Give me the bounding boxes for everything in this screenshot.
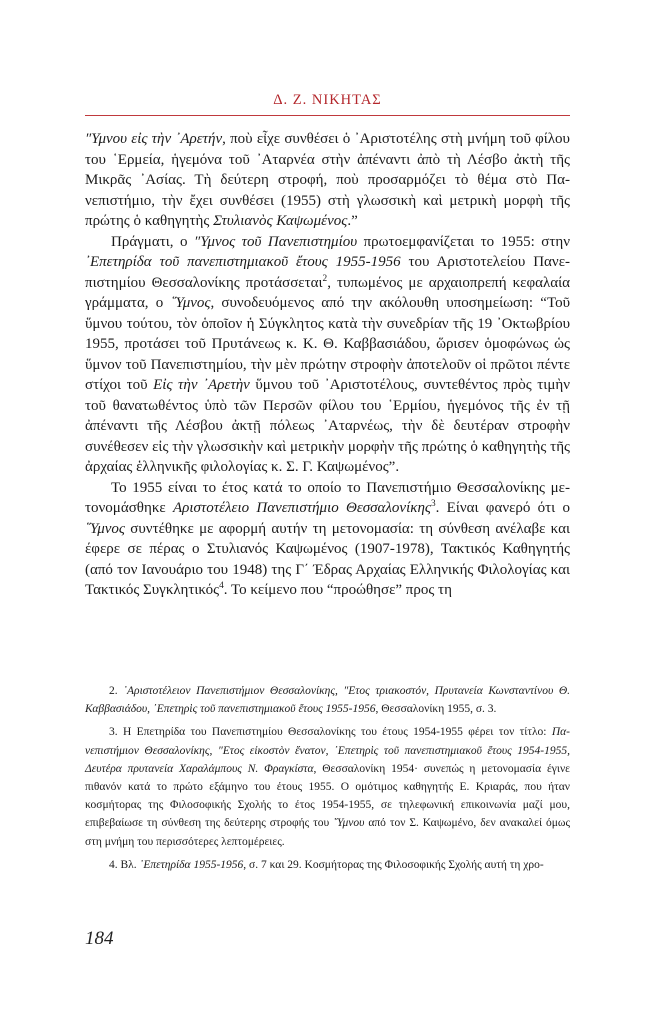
paragraph	[85, 478, 570, 601]
italic-text: Αριστοτέλειο Πανεπιστήμιο Θεσσαλονίκης	[172, 500, 431, 516]
text-run: , συνοδευόμενος από την ακόλουθη υποσημείωση: “Τοῦ ὕμνου τούτου, τὸν ὁποῖον ἡ Σύγκλητος κατὰ τὴν συνεδρίαν τῆς 19 ᾿Οκτωβρίου 1955, προτάσει τοῦ Πρυτάνεως κ. Κ. Θ. Καββασιάδου, ὥρισεν ὁμοφώνως ὡς ὕμνον τοῦ Πανεπιστημίου, τὴν μὲν πρώτην στροφὴν ἀποτελοῦν οἱ πρῶτοι πέντε στίχοι τοῦ	[85, 295, 570, 393]
footnote-ref: 4	[219, 581, 224, 591]
text-run: Πράγματι, ο	[111, 233, 194, 250]
italic-text: ″Υμνος τοῦ Πανεπιστημίου	[193, 233, 358, 250]
text-run: συντέθηκε με αφορμή αυτήν τη μετονομασία: τη σύνθεση ανέλαβε και έφερε σε πέρας ο Στυλιανός Καψωμένος (1907-1978), Τακτικός Καθηγητής (από τον Ιανουάριο του 1948) της Γ΄ Έδρας Αρχαίας Ελληνικής Φιλολογίας και Τακτικός Συγκλητικός	[85, 520, 570, 598]
italic-text: ῞Υμνος	[85, 520, 125, 537]
text-run: πρωτοεμφανίζεται το 1955: στην	[357, 233, 570, 250]
paragraph	[85, 129, 570, 232]
text-run: Το 1955 είναι το έτος κατά το οποίο το Πανεπιστήμιο Θεσσαλονίκης μετονομάσθηκε	[85, 479, 570, 516]
text-run: . Είναι φανερό ότι ο	[435, 500, 570, 516]
running-head: Δ. Ζ. ΝΙΚΗΤΑΣ	[273, 92, 382, 108]
italic-text: Πανεπιστήμιον Θεσσαλονίκης, ″Ετος εἰκοστὸν ἔνατον, ᾿Επετηρὶς τοῦ πανεπιστημιακοῦ ἔτους 1954-1955, Δευτέρα πρυτανεία Χαραλάμπους Ν. Φραγκίστα	[85, 726, 570, 775]
text-run: 4. Βλ.	[109, 858, 140, 871]
footnote-2	[85, 682, 570, 718]
text-run: από τον Σ. Καψωμένο, δεν ανακαλεί όμως στη μνήμη του περισσότερες λεπτομέρειες.	[85, 817, 570, 848]
header-rule	[85, 115, 570, 116]
footnote-4	[85, 856, 570, 874]
italic-text: ᾿Αριστοτέλειον Πανεπιστήμιον Θεσσαλονίκης, ″Ετος τριακοστόν, Πρυτανεία Κωνσταντίνου Θ. Καββασιάδου, ᾿Επετηρὶς τοῦ πανεπιστημιακοῦ ἔτους 1955-1956	[85, 685, 571, 716]
italic-text: Στυλιανὸς Καψωμένος	[213, 213, 348, 229]
footnote-ref: 3	[430, 499, 436, 509]
text-run: , ποὺ εἶχε συνθέσει ὁ ᾿Αριστοτέλης στὴ μνήμη τοῦ φίλου του ῾Ερμεία, ἡγεμόνα τοῦ ᾿Αταρνέα στὴν ἀπέναντι ἀπὸ τὴ Λέσβο ἀκτὴ τῆς Μικρᾶς ᾿Ασίας. Τὴ δεύτερη στροφή, ποὺ προσαρμόζει τὸ θέμα στὸ Πανεπιστήμιο, τὴν ἔχει συνθέσει (1955) στὴ γλωσσικὴ καὶ μετρικὴ μορφὴ τῆς πρώτης ὁ καθηγητὴς	[85, 131, 570, 229]
main-text	[85, 129, 570, 601]
italic-text: ῞Υμνος	[170, 295, 211, 311]
italic-text: Εἰς τὴν ᾿Αρετὴν	[153, 377, 250, 393]
text-run: . Το κείμενο που “προώθησε” προς τη	[223, 582, 452, 598]
footnote-ref: 2	[322, 273, 328, 284]
italic-text: ῞Υμνου	[333, 817, 365, 830]
italic-text: ᾿Επετηρίδα τοῦ πανεπιστημιακοῦ ἔτους 1955-1956	[85, 254, 401, 270]
text-run: , Θεσσαλονίκη 1955, σ. 3.	[375, 703, 497, 716]
text-run: , σ. 7 και 29. Κοσμήτορας της Φιλοσοφικής Σχολής αυτή τη χρο-	[243, 858, 544, 871]
text-run: , Θεσσαλονίκη 1954· συνεπώς η μετονομασία έγινε πιθανόν κατά το πρώτο εξάμηνο του έτους 1955. Ο ομότιμος καθηγητής Ε. Κριαράς, που ήταν κοσμήτορας της Φιλοσοφικής Σχολής το έτος 1954-1955, σε τηλεφωνική επικοινωνία μαζί μου, επιβεβαίωσε τη σύνθεση της δεύτερης στροφής του	[85, 762, 570, 830]
text-run: .”	[347, 213, 358, 229]
text-run: ὕμνου τοῦ ᾿Αριστοτέλους, συντεθέντος πρὸς τιμὴν τοῦ θανατωθέντος ὑπὸ τῶν Περσῶν φίλου του ῾Ερμίου, ἡγεμόνος τῆς ἐν τῇ ἀπέναντι τῆς Λέσβου ἀκτῇ πόλεως ᾿Αταρνέως, τὴν δὲ δευτέραν στροφὴν συνέθεσεν εἰς τὴν γλωσσικὴν καὶ μετρικὴν μορφὴν τῆς πρώτης ὁ καθηγητὴς τῆς ἀρχαίας ἑλληνικῆς φιλολογίας κ. Σ. Γ. Καψωμένος”.	[85, 377, 571, 475]
text-run: του Αριστοτελείου Πανεπιστημίου Θεσσαλονίκης προτάσσεται	[85, 254, 570, 291]
paragraph	[85, 232, 570, 478]
italic-text: ᾿Επετηρίδα 1955-1956	[139, 858, 244, 871]
text-run: 2.	[109, 685, 124, 697]
italic-text: ″Υμνου εἰς τὴν ᾿Αρετήν	[85, 131, 223, 147]
page-number: 184	[85, 928, 114, 949]
footnote-3	[85, 723, 570, 850]
footnotes	[85, 682, 570, 879]
text-run: 3. Η Επετηρίδα του Πανεπιστημίου Θεσσαλονίκης του έτους 1954-1955 φέρει τον τίτλο:	[109, 726, 552, 739]
text-run: , τυπωμένος με αρχαιοπρεπή κεφαλαία γράμματα, ο	[85, 274, 571, 311]
